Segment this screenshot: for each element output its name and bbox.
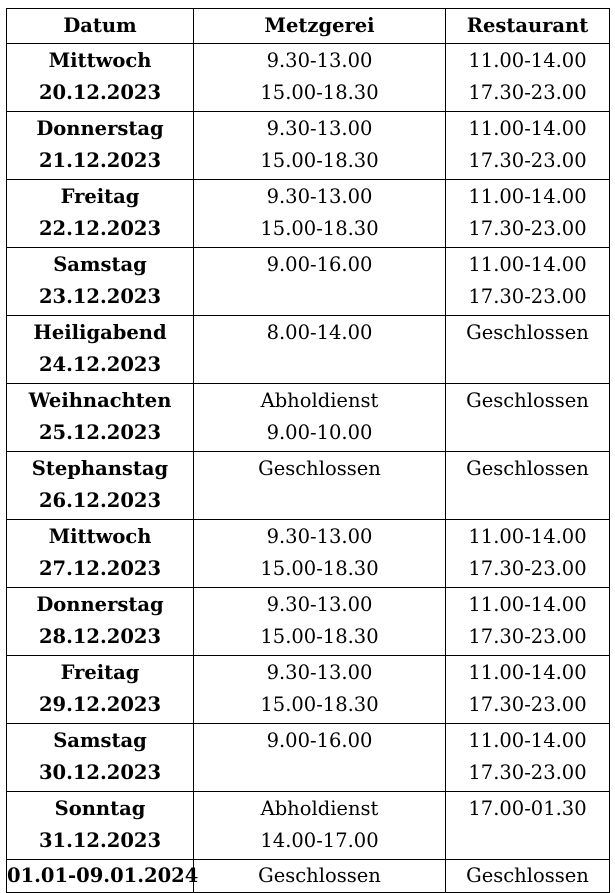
cell-restaurant-hours — [446, 452, 610, 520]
restaurant-hours-line: 17.30-23.00 — [468, 285, 587, 308]
date-label: 20.12.2023 — [38, 81, 162, 104]
cell-butcher-hours — [194, 248, 446, 316]
cell-butcher-hours — [194, 588, 446, 656]
cell-restaurant-hours — [446, 316, 610, 384]
date-label: 21.12.2023 — [38, 149, 162, 172]
cell-restaurant-hours — [446, 384, 610, 452]
table-header-row — [7, 9, 610, 44]
cell-butcher-hours — [194, 520, 446, 588]
cell-date — [7, 180, 194, 248]
cell-butcher-hours — [194, 316, 446, 384]
restaurant-hours-line: Geschlossen — [466, 321, 589, 344]
restaurant-hours-line: 11.00-14.00 — [468, 661, 587, 684]
butcher-hours-line: 8.00-14.00 — [266, 321, 373, 344]
restaurant-hours-line: 17.30-23.00 — [468, 149, 587, 172]
date-label: 22.12.2023 — [38, 217, 162, 240]
butcher-hours-line: 15.00-18.30 — [260, 217, 379, 240]
weekday-label: Stephanstag — [31, 457, 169, 480]
weekday-label: Samstag — [53, 253, 147, 276]
restaurant-hours-line: 11.00-14.00 — [468, 593, 587, 616]
restaurant-hours-line: 11.00-14.00 — [468, 253, 587, 276]
date-label: 23.12.2023 — [38, 285, 162, 308]
weekday-label: Sonntag — [54, 797, 146, 820]
butcher-hours-line: Geschlossen — [258, 457, 381, 480]
table-row-final — [7, 860, 610, 893]
restaurant-hours-line: 17.30-23.00 — [468, 81, 587, 104]
cell-restaurant-hours — [446, 44, 610, 112]
butcher-hours-line: 15.00-18.30 — [260, 625, 379, 648]
table-row — [7, 588, 610, 656]
cell-date — [7, 520, 194, 588]
restaurant-hours-line: 17.30-23.00 — [468, 761, 587, 784]
cell-butcher-hours — [194, 112, 446, 180]
weekday-label: Donnerstag — [36, 117, 164, 140]
date-label: 24.12.2023 — [38, 353, 162, 376]
restaurant-hours-line: 11.00-14.00 — [468, 185, 587, 208]
cell-restaurant-hours — [446, 248, 610, 316]
date-label: 30.12.2023 — [38, 761, 162, 784]
table-row — [7, 452, 610, 520]
restaurant-hours-line: 17.00-01.30 — [468, 797, 587, 820]
cell-restaurant-hours — [446, 520, 610, 588]
butcher-hours-line: Abholdienst — [260, 797, 379, 820]
weekday-label: Weihnachten — [28, 389, 172, 412]
cell-butcher-hours — [194, 724, 446, 792]
cell-restaurant-hours — [446, 112, 610, 180]
cell-restaurant-hours — [446, 588, 610, 656]
opening-hours-table-wrapper — [6, 8, 609, 893]
cell-butcher-hours — [194, 180, 446, 248]
date-label: 29.12.2023 — [38, 693, 162, 716]
butcher-hours-line: 9.30-13.00 — [266, 593, 373, 616]
date-label: 26.12.2023 — [38, 489, 162, 512]
cell-butcher-hours — [194, 860, 446, 893]
header-restaurant: Restaurant — [446, 9, 610, 44]
table-row — [7, 792, 610, 860]
table-row — [7, 44, 610, 112]
cell-butcher-hours — [194, 792, 446, 860]
cell-date-range — [7, 860, 199, 893]
cell-date — [7, 724, 194, 792]
butcher-hours-line — [194, 485, 445, 517]
date-label: 28.12.2023 — [38, 625, 162, 648]
table-row — [7, 384, 610, 452]
cell-restaurant-hours — [446, 180, 610, 248]
butcher-hours-line: 9.00-10.00 — [266, 421, 373, 444]
table-row — [7, 656, 610, 724]
butcher-hours-line: 9.30-13.00 — [266, 661, 373, 684]
butcher-hours-line — [194, 281, 445, 313]
table-row — [7, 112, 610, 180]
cell-date — [7, 792, 194, 860]
restaurant-hours-line: 17.30-23.00 — [468, 557, 587, 580]
table-row — [7, 724, 610, 792]
butcher-hours-line — [194, 349, 445, 381]
butcher-hours-line: 9.00-16.00 — [266, 253, 373, 276]
cell-date — [7, 656, 194, 724]
table-body — [7, 44, 610, 893]
weekday-label: Donnerstag — [36, 593, 164, 616]
cell-butcher-hours — [194, 656, 446, 724]
restaurant-hours-line: Geschlossen — [466, 457, 589, 480]
date-label: 27.12.2023 — [38, 557, 162, 580]
butcher-hours-line: 15.00-18.30 — [260, 693, 379, 716]
restaurant-hours-line — [446, 417, 609, 449]
header-butcher: Metzgerei — [194, 9, 446, 44]
cell-restaurant-hours — [446, 792, 610, 860]
butcher-hours-line: 9.30-13.00 — [266, 117, 373, 140]
cell-date — [7, 248, 194, 316]
restaurant-hours-line: 11.00-14.00 — [468, 117, 587, 140]
butcher-hours-line: 15.00-18.30 — [260, 557, 379, 580]
restaurant-hours-line: 17.30-23.00 — [468, 217, 587, 240]
butcher-hours-line: 15.00-18.30 — [260, 149, 379, 172]
restaurant-hours-line: 17.30-23.00 — [468, 625, 587, 648]
cell-date — [7, 588, 194, 656]
table-row — [7, 316, 610, 384]
table-row — [7, 248, 610, 316]
table-row — [7, 180, 610, 248]
table-row — [7, 520, 610, 588]
restaurant-hours-line — [446, 485, 609, 517]
restaurant-hours-line: 11.00-14.00 — [468, 729, 587, 752]
restaurant-hours-line: 11.00-14.00 — [468, 525, 587, 548]
cell-date — [7, 452, 194, 520]
butcher-hours-line: 9.30-13.00 — [266, 49, 373, 72]
butcher-hours-line: 15.00-18.30 — [260, 81, 379, 104]
restaurant-hours-line: 17.30-23.00 — [468, 693, 587, 716]
butcher-hours-line: 9.30-13.00 — [266, 185, 373, 208]
weekday-label: Mittwoch — [48, 525, 152, 548]
butcher-hours-text: Geschlossen — [258, 864, 381, 887]
cell-butcher-hours — [194, 452, 446, 520]
butcher-hours-line — [194, 757, 445, 789]
butcher-hours-line: 14.00-17.00 — [260, 829, 379, 852]
butcher-hours-line: 9.00-16.00 — [266, 729, 373, 752]
opening-hours-table — [6, 8, 610, 893]
restaurant-hours-line: Geschlossen — [466, 389, 589, 412]
cell-restaurant-hours — [446, 656, 610, 724]
cell-date — [7, 112, 194, 180]
weekday-label: Freitag — [60, 661, 140, 684]
cell-date — [7, 44, 194, 112]
cell-restaurant-hours — [446, 860, 610, 893]
date-label: 25.12.2023 — [38, 421, 162, 444]
cell-butcher-hours — [194, 44, 446, 112]
date-label: 31.12.2023 — [38, 829, 162, 852]
cell-restaurant-hours — [446, 724, 610, 792]
restaurant-hours-line: 11.00-14.00 — [468, 49, 587, 72]
butcher-hours-line: 9.30-13.00 — [266, 525, 373, 548]
weekday-label: Samstag — [53, 729, 147, 752]
cell-date — [7, 316, 194, 384]
date-range-text: 01.01-09.01.2024 — [7, 864, 199, 887]
restaurant-hours-line — [446, 825, 609, 857]
weekday-label: Mittwoch — [48, 49, 152, 72]
butcher-hours-line: Abholdienst — [260, 389, 379, 412]
weekday-label: Heiligabend — [33, 321, 167, 344]
restaurant-hours-line — [446, 349, 609, 381]
weekday-label: Freitag — [60, 185, 140, 208]
header-date: Datum — [7, 9, 194, 44]
cell-date — [7, 384, 194, 452]
restaurant-hours-text: Geschlossen — [466, 864, 589, 887]
cell-butcher-hours — [194, 384, 446, 452]
